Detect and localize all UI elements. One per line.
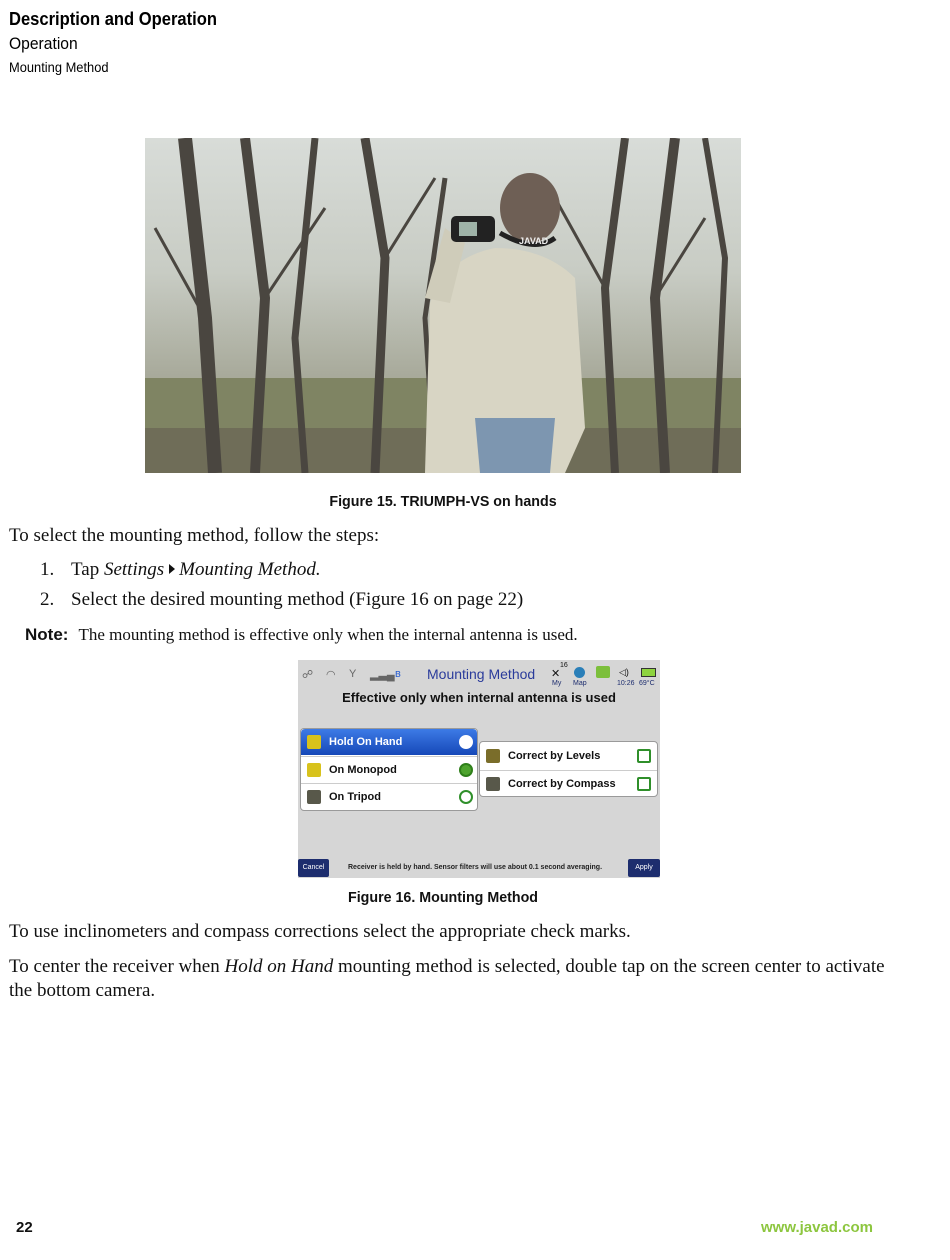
radio-button[interactable] (459, 790, 473, 804)
option-on-monopod[interactable] (301, 756, 477, 783)
compass-icon (486, 777, 500, 791)
step-2 (40, 589, 523, 611)
map-icon[interactable] (574, 667, 585, 678)
my-label: My (552, 680, 562, 687)
correction-label: Correct by Levels (508, 750, 601, 762)
mounting-options (300, 728, 478, 811)
hand-icon (307, 735, 321, 749)
hold-on-hand-term: Hold on Hand (224, 956, 334, 977)
person (425, 173, 585, 473)
level-icon (486, 749, 500, 763)
figure-15-caption: Figure 15. TRIUMPH-VS on hands (329, 493, 557, 510)
cancel-button[interactable]: Cancel (298, 859, 329, 877)
network-icon: ☍ (302, 669, 314, 681)
page-number: 22 (16, 1219, 33, 1236)
option-hold-on-hand[interactable] (301, 729, 477, 755)
strap-logo: JAVAD (519, 236, 549, 246)
center-receiver-text: To center the receiver when Hold on Hand mounting method is selected, double tap on the screen center to activate the bottom camera. (9, 956, 885, 1001)
home-icon[interactable] (596, 666, 610, 678)
radio-button[interactable] (459, 763, 473, 777)
step-1 (40, 559, 321, 581)
correction-options (479, 741, 658, 797)
correction-label: Correct by Compass (508, 778, 616, 790)
step-text: Select the desired mounting method (Figure 16 on page 22) (71, 589, 524, 610)
step-text: Tap (71, 559, 104, 580)
mounting-method-term: Mounting Method. (179, 559, 321, 580)
compass-checkbox[interactable] (637, 777, 651, 791)
photo-illustration (145, 138, 741, 473)
option-label: On Tripod (329, 791, 381, 803)
time-readout: 10:26 (617, 680, 635, 687)
section-heading: Operation (9, 34, 78, 53)
battery-icon (641, 668, 656, 677)
antenna-icon: Y (349, 668, 357, 680)
option-label: Hold On Hand (329, 736, 403, 748)
monopod-icon (307, 763, 321, 777)
option-label: On Monopod (329, 764, 397, 776)
status-message: Receiver is held by hand. Sensor filters will use about 0.1 second averaging. (348, 864, 603, 871)
apply-button[interactable]: Apply (628, 859, 660, 877)
note-text: The mounting method is effective only when the internal antenna is used. (78, 625, 578, 644)
correct-by-compass[interactable] (480, 770, 657, 797)
levels-checkbox[interactable] (637, 749, 651, 763)
website-link[interactable]: www.javad.com (761, 1219, 873, 1236)
figure-16-caption: Figure 16. Mounting Method (348, 889, 538, 906)
temperature-readout: 69°C (639, 680, 655, 687)
screen-subtitle: Effective only when internal antenna is used (342, 690, 616, 705)
radio-button[interactable] (459, 735, 473, 749)
note (25, 625, 578, 645)
status-bar (298, 662, 660, 688)
correct-by-levels[interactable] (480, 743, 657, 769)
option-on-tripod[interactable] (301, 783, 477, 810)
subsection-heading: Mounting Method (9, 59, 109, 75)
signal-icon: ▂▃▄ (370, 669, 395, 681)
tripod-icon (307, 790, 321, 804)
map-label: Map (573, 680, 587, 687)
triumph-vs-photo (145, 138, 741, 473)
note-label: Note: (25, 625, 69, 644)
satellite-count: 16 (560, 662, 568, 669)
wifi-icon: ◠ (326, 669, 336, 681)
screen-title: Mounting Method (427, 666, 536, 682)
arrow-right-icon (169, 564, 175, 574)
speaker-icon[interactable]: ◁) (619, 667, 629, 677)
bluetooth-icon: ʙ (395, 668, 401, 680)
intro-text: To select the mounting method, follow the steps: (9, 525, 380, 546)
step-number: 2. (40, 589, 55, 610)
satellite-icon[interactable]: ✕ (551, 668, 561, 680)
mounting-method-screen (298, 660, 660, 878)
corrections-text: To use inclinometers and compass corrections select the appropriate check marks. (9, 921, 631, 942)
step-number: 1. (40, 559, 55, 580)
settings-term: Settings (103, 559, 165, 580)
chapter-heading: Description and Operation (9, 9, 217, 29)
